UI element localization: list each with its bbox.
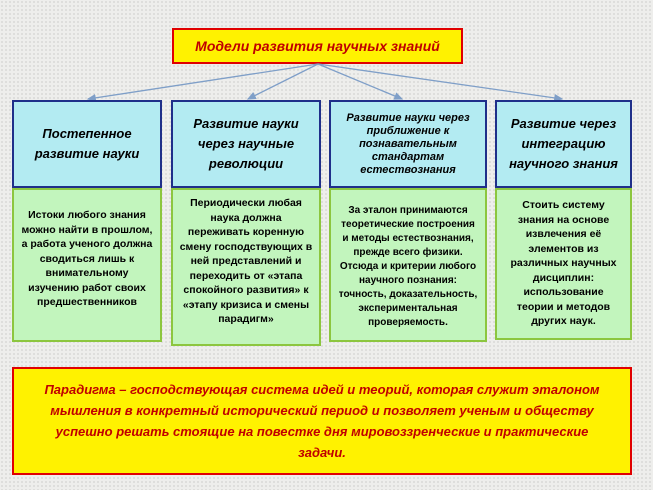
column-2-description-box [171,188,321,346]
diagram-title: Модели развития научных знаний [172,28,463,64]
column-4-description-box [495,188,632,340]
column-2-description: Периодически любая наука должна переживать коренную смену господствующих в ней представлений и переходить от «этапа спокойного развития» к «этапу кризиса и смены парадигм» [179,197,313,325]
column-4-heading: Развитие через интеграцию научного знания [509,116,618,171]
paradigm-definition: Парадигма – господствующая система идей и теорий, которая служит эталоном мышления в конкретный исторический период и позволяет ученым и обществу успешно решать стоящие на повестке дня мировоззренческие и практические задачи. [44,382,600,460]
column-3-heading-box [329,100,487,188]
column-3-heading: Развитие науки через приближение к познавательным стандартам естествознания [346,111,470,176]
column-1-description-box [12,188,162,342]
paradigm-definition-box [12,367,632,475]
column-1-heading: Постепенное развитие науки [34,126,140,161]
column-3-description-box [329,188,487,342]
column-2-heading: Развитие науки через научные революции [193,116,299,171]
column-4-description: Стоить систему знания на основе извлечения её элементов из различных научных дисциплин: использование теории и методов других наук. [510,199,617,327]
column-1-description: Истоки любого знания можно найти в прошлом, а работа ученого должна сводиться лишь к внимательному изучению работ своих предшественников [21,209,153,308]
arrow-to-column-3 [318,64,402,99]
column-2-heading-box [171,100,321,188]
arrow-to-column-4 [318,64,562,99]
column-1-heading-box [12,100,162,188]
column-3-description: За эталон принимаются теоретические построения и методы естествознания, прежде всего физики. Отсюда и критерии любого научного познания: точность, доказательность, экспериментальная проверяемость. [338,205,478,328]
column-4-heading-box [495,100,632,188]
